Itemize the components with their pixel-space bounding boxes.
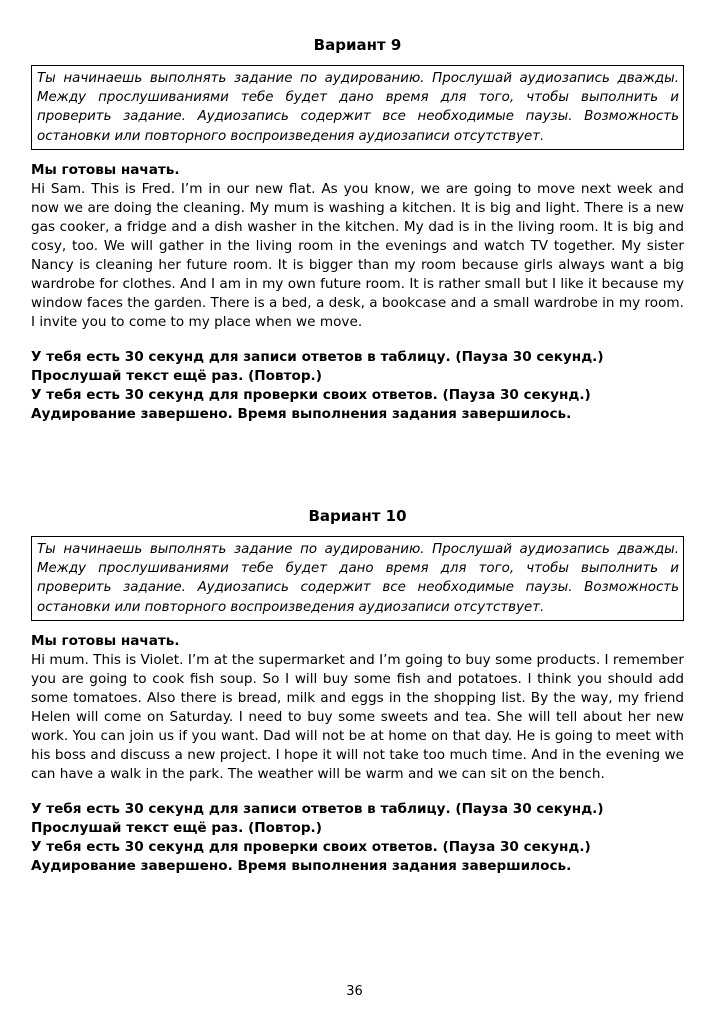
- listening-passage: Hi mum. This is Violet. I’m at the supermarket and I’m going to buy some products. I remember you are going to cook fish soup. So I will buy some fish and potatoes. I think you should add some tomatoes. Also there is bread, milk and eggs in the shopping list. By the way, my friend Helen will come on Saturday. I need to buy some sweets and tea. She will tell about her new work. You can join us if you want. Dad will not be at home on that day. He is going to meet with his boss and discuss a new project. I hope it will not take too much time. And in the evening we can have a walk in the park. The weather will be warm and we can sit on the bench.: [31, 651, 684, 782]
- direction-repeat: Прослушай текст ещё раз. (Повтор.): [31, 819, 322, 836]
- variant-10-section: [31, 507, 684, 876]
- listening-passage: Hi Sam. This is Fred. I’m in our new flat. As you know, we are going to move next week and now we are doing the cleaning. My mum is washing a kitchen. It is big and light. There is a new gas cooker, a fridge and a dish washer in the kitchen. My dad is in the living room. It is big and cosy, too. We will gather in the living room in the evenings and watch TV together. My sister Nancy is cleaning her future room. It is bigger than my room because girls always want a big wardrobe for clothes. And I am in my own future room. It is rather small but I like it because my window faces the garden. There is a bed, a desk, a bookcase and a small wardrobe in my room. I invite you to come to my place when we move.: [31, 180, 684, 330]
- variant-9-section: [31, 36, 684, 424]
- direction-finished: Аудирование завершено. Время выполнения задания завершилось.: [31, 405, 572, 422]
- ready-heading: Мы готовы начать.: [31, 161, 180, 178]
- variant-title: Вариант 9: [313, 36, 402, 54]
- instruction-box: Ты начинаешь выполнять задание по аудированию. Прослушай аудиозапись дважды. Между прослушиваниями тебе будет дано время для того, чтобы выполнить и проверить задание. Аудиозапись содержит все необходимые паузы. Возможность остановки или повторного воспроизведения аудиозаписи отсутствует.: [31, 536, 684, 621]
- directions-list: [31, 348, 684, 424]
- variant-title: Вариант 10: [308, 507, 407, 525]
- ready-heading: Мы готовы начать.: [31, 632, 180, 649]
- direction-finished: Аудирование завершено. Время выполнения задания завершилось.: [31, 857, 572, 874]
- direction-answer-pause: У тебя есть 30 секунд для записи ответов в таблицу. (Пауза 30 секунд.): [31, 348, 604, 365]
- directions-list: [31, 800, 684, 876]
- direction-check-pause: У тебя есть 30 секунд для проверки своих ответов. (Пауза 30 секунд.): [31, 386, 591, 403]
- page-number: 36: [346, 984, 363, 999]
- direction-repeat: Прослушай текст ещё раз. (Повтор.): [31, 367, 322, 384]
- direction-answer-pause: У тебя есть 30 секунд для записи ответов в таблицу. (Пауза 30 секунд.): [31, 800, 604, 817]
- direction-check-pause: У тебя есть 30 секунд для проверки своих ответов. (Пауза 30 секунд.): [31, 838, 591, 855]
- instruction-box: Ты начинаешь выполнять задание по аудированию. Прослушай аудиозапись дважды. Между прослушиваниями тебе будет дано время для того, чтобы выполнить и проверить задание. Аудиозапись содержит все необходимые паузы. Возможность остановки или повторного воспроизведения аудиозаписи отсутствует.: [31, 65, 684, 150]
